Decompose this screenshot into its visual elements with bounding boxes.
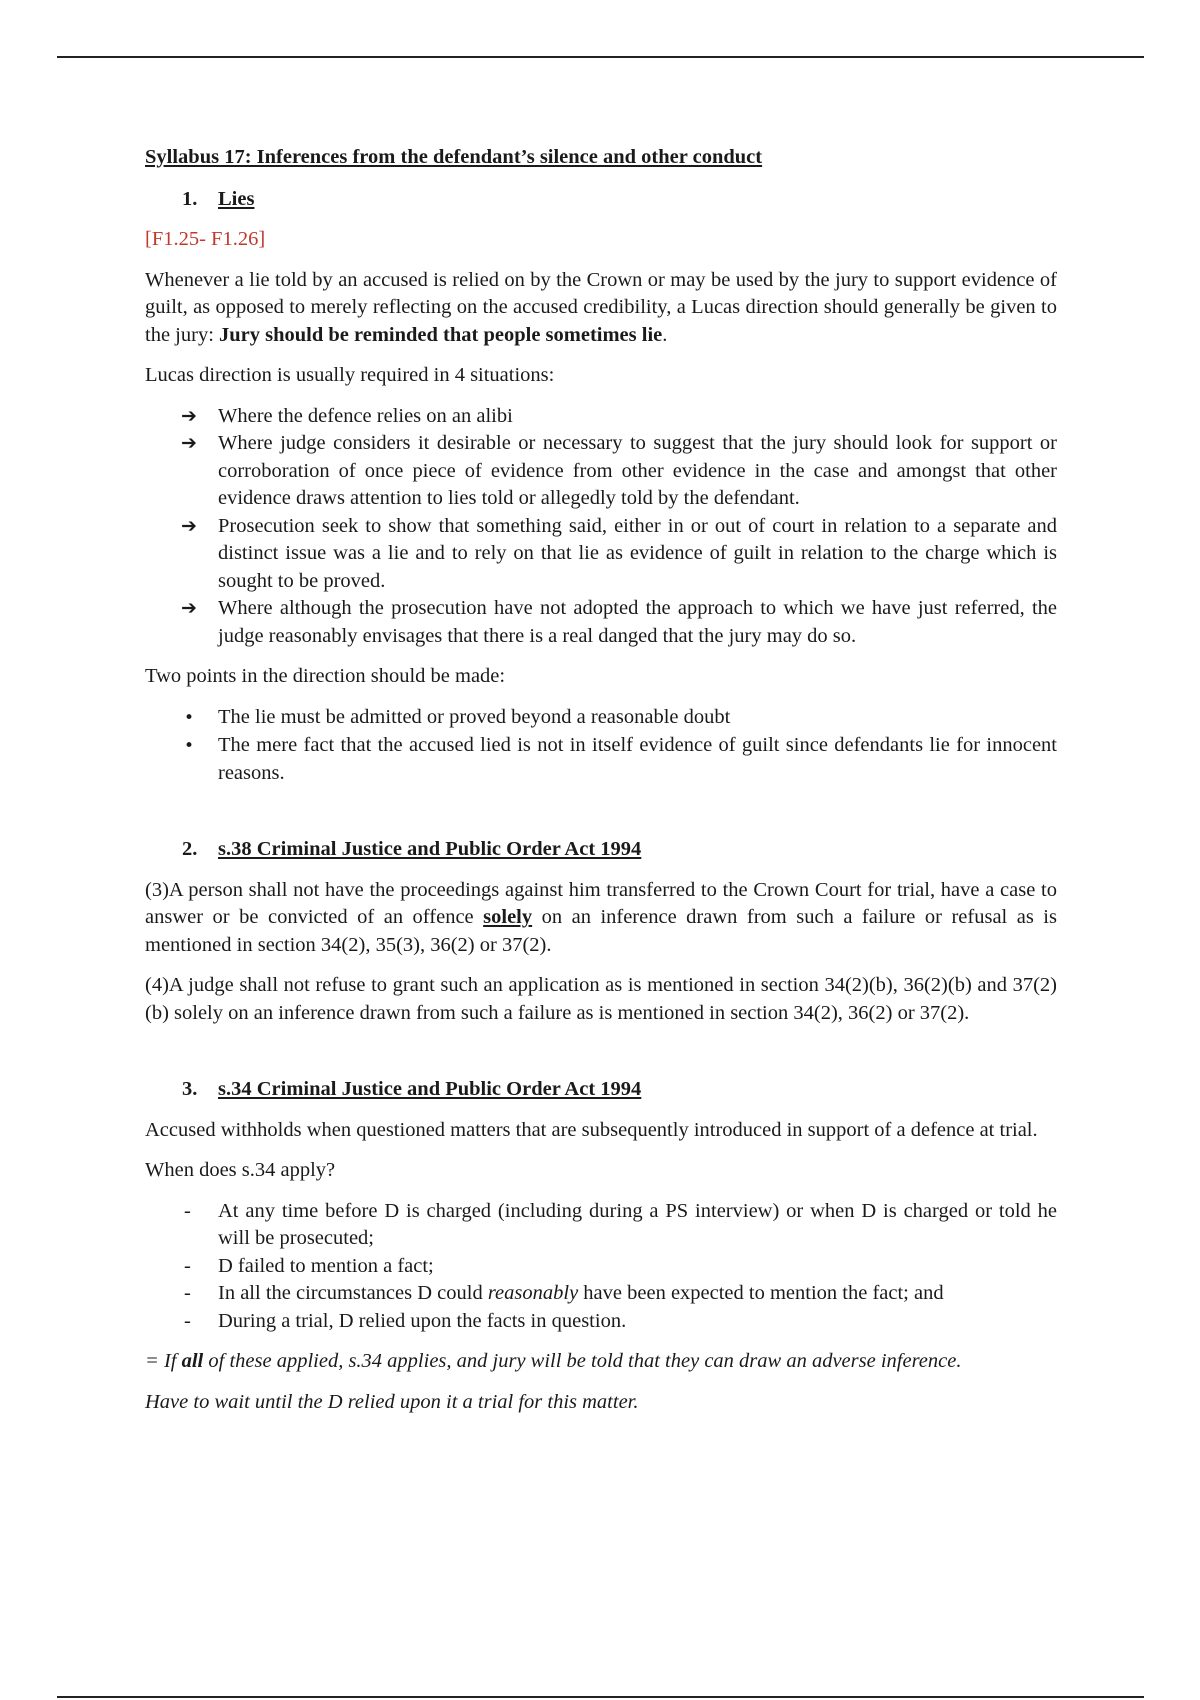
situations-intro: Lucas direction is usually required in 4 situations: [145,364,555,386]
s38-subsection-3: (3)A person shall not have the proceedings against him transferred to the Crown Court for trial, have a case to answer or be convicted of an offence solely on an inference drawn from such a failure or refusal as is mentioned in section 34(2), 35(3), 36(2) or 37(2). [145,878,1057,956]
section-title: s.34 Criminal Justice and Public Order Act 1994 [218,1078,642,1100]
s34-conditions-list [145,1198,1057,1336]
section-heading-s34 [182,1076,1057,1104]
list-item: • The mere fact that the accused lied is not in itself evidence of guilt since defendants lie for innocent reasons. [145,732,1057,787]
section-heading-s38 [182,836,1057,864]
s38-subsection-4: (4)A judge shall not refuse to grant such an application as is mentioned in section 34(2)(b), 36(2)(b) and 37(2)(b) solely on an inference drawn from such a failure as is mentioned in section 34(2), 36(2) or 37(2). [145,974,1057,1024]
list-item: - During a trial, D relied upon the facts in question. [145,1308,1057,1336]
section-number: 1. [182,187,198,210]
lucas-intro-paragraph: Whenever a lie told by an accused is relied on by the Crown or may be used by the jury to support evidence of guilt, as opposed to merely reflecting on the accused credibility, a Lucas direction should generally be given to the jury: Jury should be reminded that people sometimes lie. [145,268,1057,346]
section-title: s.38 Criminal Justice and Public Order Act 1994 [218,838,642,860]
list-item: ➔ Prosecution seek to show that something said, either in or out of court in relation to a separate and distinct issue was a lie and to rely on that lie as evidence of guilt in relation to the charge which is sought to be proved. [181,514,1057,592]
arrow-icon: ➔ [181,514,197,537]
footer-rule [57,1696,1144,1698]
section-heading-lies [182,186,1057,214]
list-item: - In all the circumstances D could reasonably have been expected to mention the fact; and [145,1280,1057,1308]
list-item: - D failed to mention a fact; [145,1253,1057,1281]
section-number: 3. [182,1078,198,1100]
arrow-icon: ➔ [181,404,197,427]
list-item: ➔ Where the defence relies on an alibi [145,403,1057,431]
section-title: Lies [218,187,255,210]
list-item: ➔ Where judge considers it desirable or necessary to suggest that the jury should look for support or corroboration of once piece of evidence from other evidence in the case and amongst that other evidence draws attention to lies told or allegedly told by the defendant. [181,432,1057,509]
s34-question: When does s.34 apply? [145,1159,336,1181]
list-item: ➔ Where although the prosecution have not adopted the approach to which we have just referred, the judge reasonably envisages that there is a real danged that the jury may do so. [181,597,1057,647]
document-body [145,144,1057,1429]
list-item: - At any time before D is charged (including during a PS interview) or when D is charged or told he will be prosecuted; [145,1198,1057,1253]
s34-note: Have to wait until the D relied upon it a trial for this matter. [145,1390,639,1413]
dash-icon: - [184,1309,191,1332]
dash-icon: - [184,1282,191,1304]
bullet-icon: • [184,707,195,728]
dash-icon: - [184,1199,191,1222]
bullet-icon: • [184,736,195,756]
section-number: 2. [182,838,198,860]
s34-conclusion: = If all of these applied, s.34 applies, and jury will be told that they can draw an adverse inference. [145,1350,962,1372]
situations-list [145,403,1057,651]
list-item: • The lie must be admitted or proved beyond a reasonable doubt [145,704,1057,733]
blackstone-reference: [F1.25- F1.26] [145,228,266,250]
points-intro: Two points in the direction should be made: [145,665,506,687]
arrow-icon: ➔ [181,597,197,619]
dash-icon: - [184,1254,191,1277]
s34-intro: Accused withholds when questioned matters that are subsequently introduced in support of a defence at trial. [145,1118,1038,1141]
document-title: Syllabus 17: Inferences from the defendant’s silence and other conduct [145,146,763,168]
points-list [145,704,1057,788]
arrow-icon: ➔ [181,432,197,454]
header-rule [57,56,1144,58]
